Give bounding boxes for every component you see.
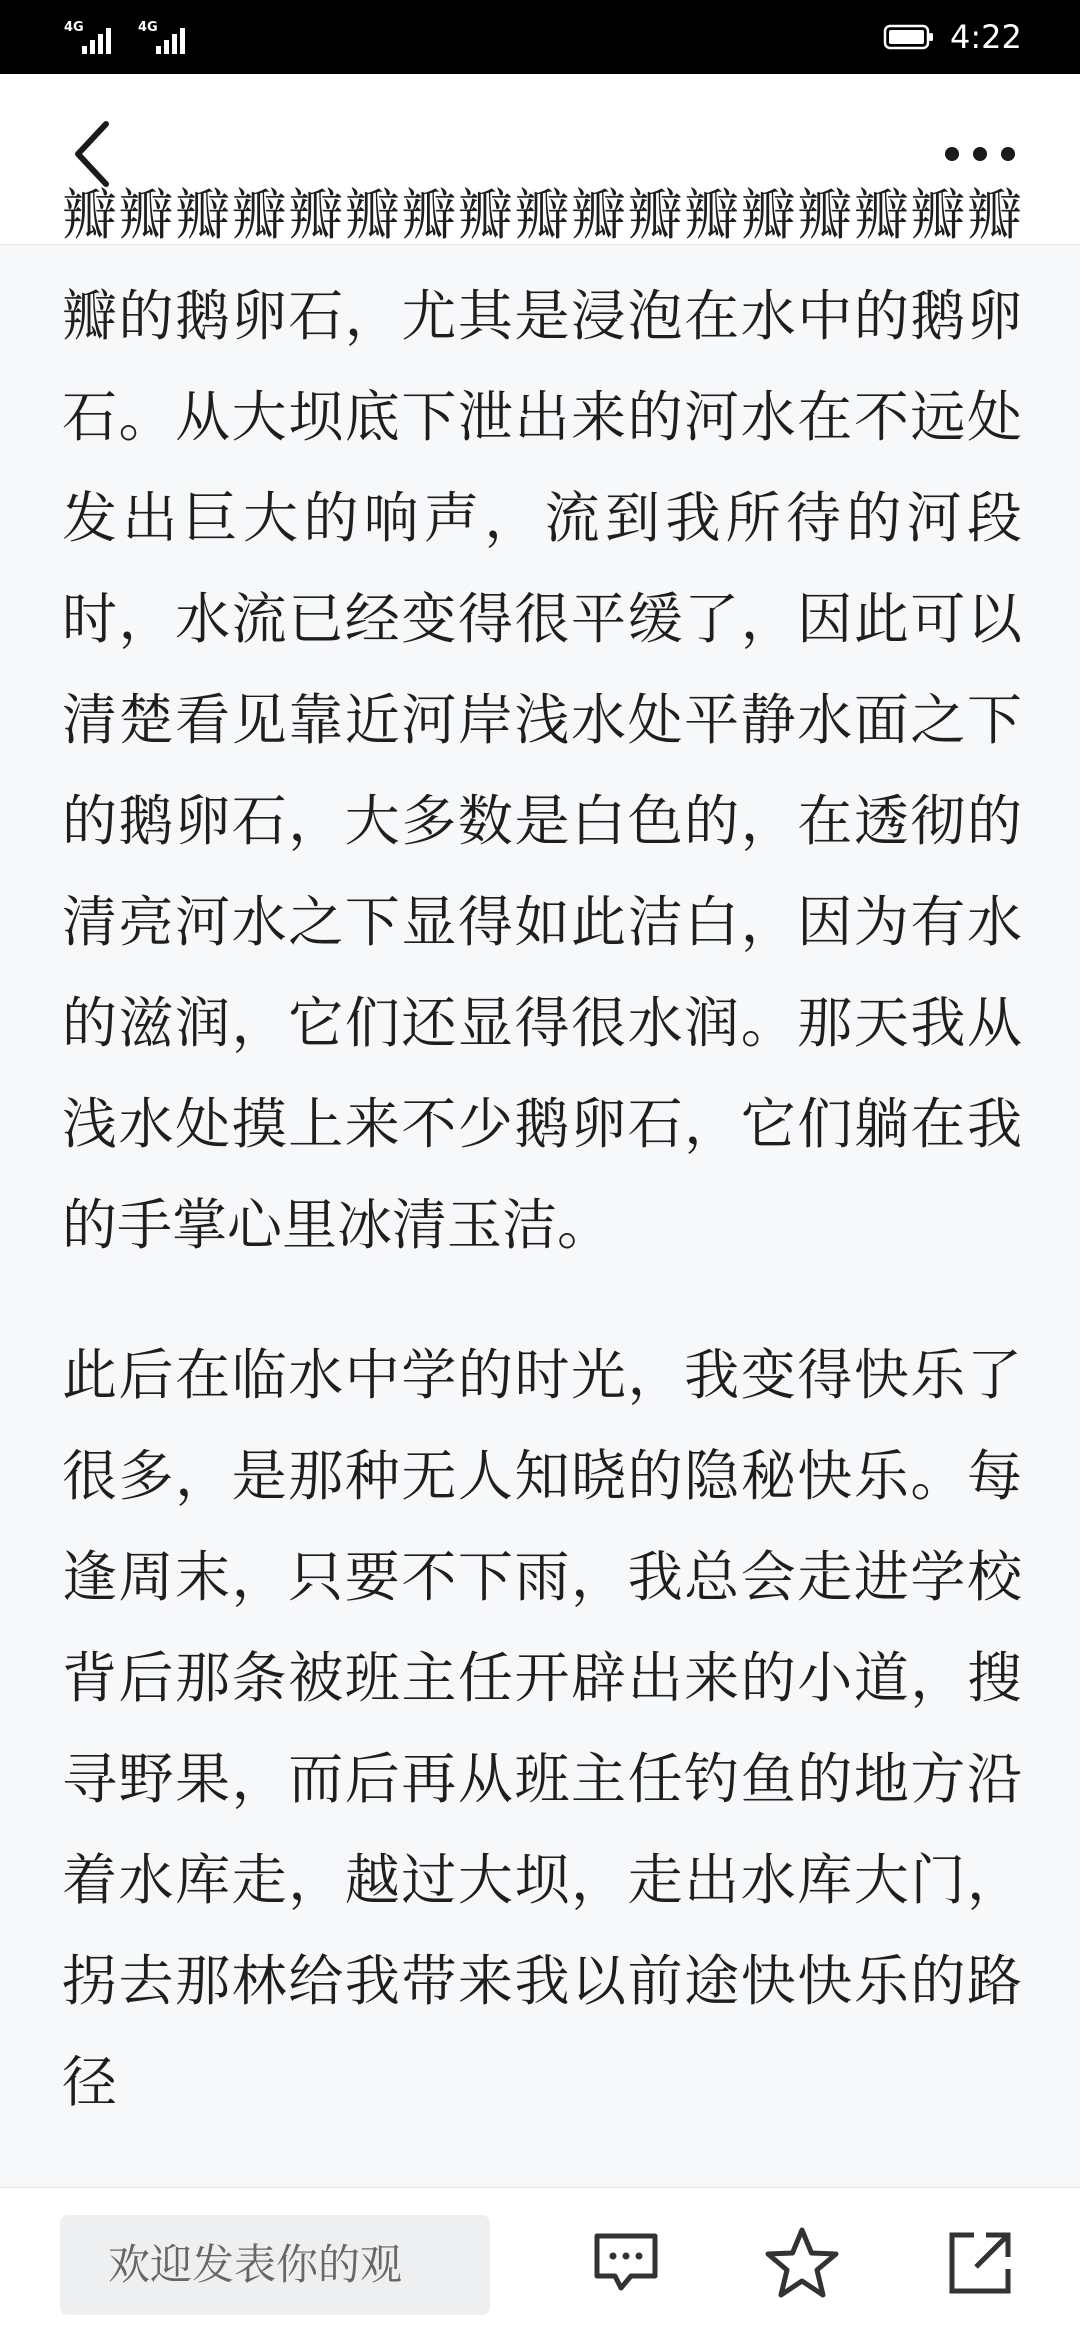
clock: 4:22 — [950, 18, 1022, 56]
comment-icon — [591, 2230, 661, 2300]
network-type-label: 4G — [138, 20, 158, 35]
favorite-button[interactable] — [752, 2215, 852, 2315]
status-bar — [0, 0, 1080, 74]
share-icon — [946, 2229, 1014, 2301]
article-text — [62, 165, 1022, 2133]
more-horizontal-icon — [944, 146, 1016, 166]
share-button[interactable] — [930, 2215, 1030, 2315]
bottom-action-bar — [0, 2187, 1080, 2341]
star-icon — [764, 2226, 840, 2304]
article-content — [0, 183, 1080, 2187]
cellular-signal-icon — [64, 20, 116, 54]
battery-icon — [884, 24, 934, 50]
comment-input[interactable]: 欢迎发表你的观 — [60, 2215, 490, 2315]
article-paragraph: 瓣瓣瓣瓣瓣瓣瓣瓣瓣瓣瓣瓣瓣瓣瓣瓣瓣瓣的鹅卵石，尤其是浸泡在水中的鹅卵石。从大坝底下泄出来的河水在不远处发出巨大的响声，流到我所待的河段时，水流已经变得很平缓了，因此可以清楚看见靠近河岸浅水处平静水面之下的鹅卵石，大多数是白色的，在透彻的清亮河水之下显得如此洁白，因为有水的滋润，它们还显得很水润。那天我从浅水处摸上来不少鹅卵石，它们躺在我的手掌心里冰清玉洁。 — [62, 183, 1022, 1257]
comment-button[interactable] — [576, 2215, 676, 2315]
paragraph-spacer — [62, 1276, 1022, 1325]
signal-indicators — [64, 18, 190, 54]
cellular-signal-icon — [138, 20, 190, 54]
network-type-label: 4G — [64, 20, 84, 35]
article-paragraph: 此后在临水中学的时光，我变得快乐了很多，是那种无人知晓的隐秘快乐。每逢周末，只要不下雨，我总会走进学校背后那条被班主任开辟出来的小道，搜寻野果，而后再从班主任钓鱼的地方沿着水库走，越过大坝，走出水库大门，拐去那林给我带来我以前途快快乐的路径 — [62, 1343, 1022, 2114]
